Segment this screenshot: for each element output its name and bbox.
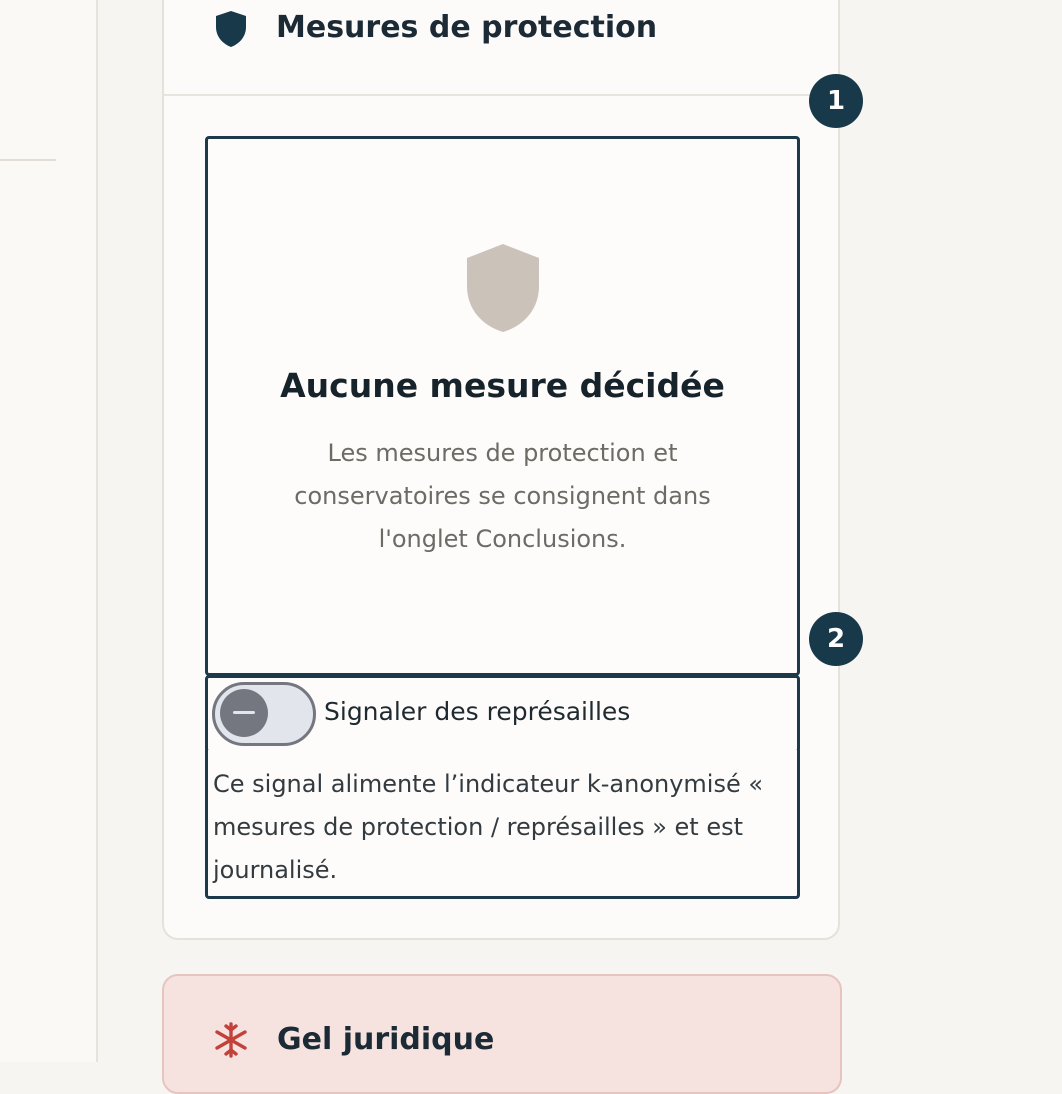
snowflake-icon [213, 1022, 249, 1058]
retaliation-note: Ce signal alimente l’indicateur k-anonymisé « mesures de protection / représailles » et est journalisé. [213, 770, 764, 884]
panel-title: Mesures de protection [276, 10, 658, 45]
empty-state-description: Les mesures de protection et conservatoires se consignent dans l'onglet Conclusions. [294, 439, 711, 553]
empty-state-box [205, 136, 800, 676]
legal-hold-title: Gel juridique [277, 1022, 495, 1057]
legal-hold-card [162, 974, 842, 1094]
shield-icon [214, 10, 248, 48]
annotation-badge-2: 2 [809, 612, 863, 666]
annotation-badge-1: 1 [809, 74, 863, 128]
toggle-knob-minus-icon[interactable] [220, 689, 268, 737]
retaliation-toggle-label[interactable]: Signaler des représailles [324, 697, 631, 726]
empty-state-title: Aucune mesure décidée [280, 366, 725, 405]
left-divider [0, 159, 56, 161]
shield-empty-icon [465, 242, 541, 334]
